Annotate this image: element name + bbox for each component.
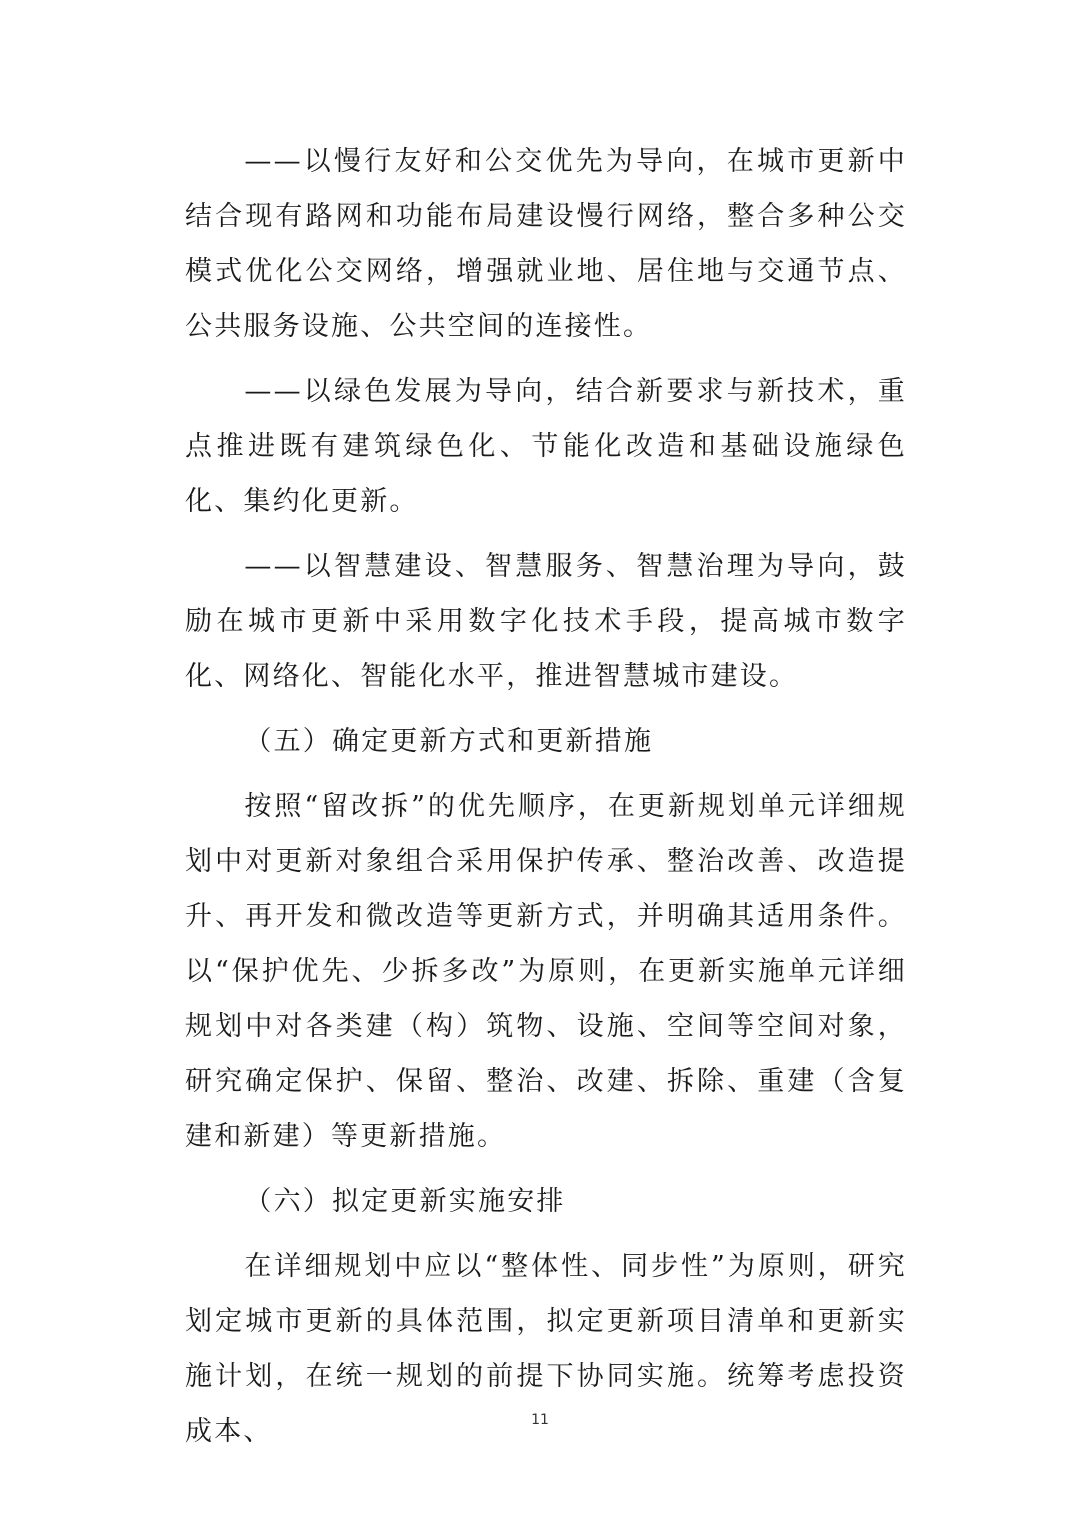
paragraph-smart-city: ——以智慧建设、智慧服务、智慧治理为导向，鼓励在城市更新中采用数字化技术手段，提高城市数字化、网络化、智能化水平，推进智慧城市建设。 xyxy=(185,551,907,692)
paragraph-slow-traffic: ——以慢行友好和公交优先为导向，在城市更新中结合现有路网和功能布局建设慢行网络，整合多种公交模式优化公交网络，增强就业地、居住地与交通节点、公共服务设施、公共空间的连接性。 xyxy=(185,146,907,342)
section-heading-5: （五）确定更新方式和更新措施 xyxy=(244,726,654,757)
document-body xyxy=(185,134,907,1469)
paragraph-update-methods: 按照“留改拆”的优先顺序，在更新规划单元详细规划中对更新对象组合采用保护传承、整治改善、改造提升、再开发和微改造等更新方式，并明确其适用条件。以“保护优先、少拆多改”为原则，在更新实施单元详细规划中对各类建（构）筑物、设施、空间等空间对象，研究确定保护、保留、整治、改建、拆除、重建（含复建和新建）等更新措施。 xyxy=(185,791,907,1152)
page-number: 11 xyxy=(531,1412,549,1428)
section-heading-6: （六）拟定更新实施安排 xyxy=(244,1186,566,1217)
paragraph-implementation: 在详细规划中应以“整体性、同步性”为原则，研究划定城市更新的具体范围，拟定更新项目清单和更新实施计划，在统一规划的前提下协同实施。统筹考虑投资成本、 xyxy=(185,1251,907,1447)
paragraph-green-development: ——以绿色发展为导向，结合新要求与新技术，重点推进既有建筑绿色化、节能化改造和基础设施绿色化、集约化更新。 xyxy=(185,376,907,517)
